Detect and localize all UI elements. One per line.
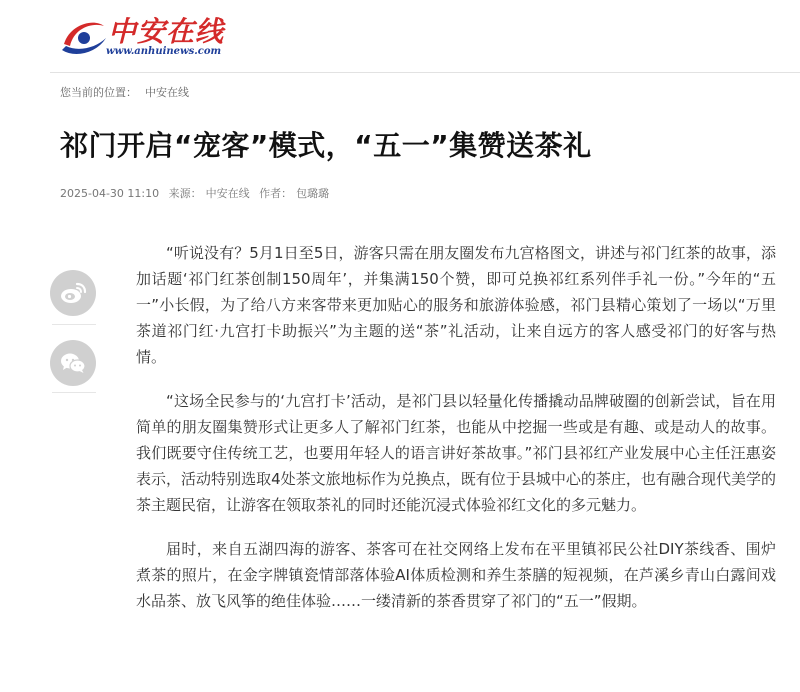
article-paragraph: 届时，来自五湖四海的游客、茶客可在社交网络上发布在平里镇祁民公社DIY茶线香、围炉煮茶的照片，在金字牌镇瓷情部落体验AI体质检测和养生茶膳的短视频，在芦溪乡青山白露间戏水品茶、放飞风筝的绝佳体验……一缕清新的茶香贯穿了祁门的“五一”假期。	[136, 540, 776, 610]
article-paragraph: “听说没有？5月1日至5日，游客只需在朋友圈发布九宫格图文，讲述与祁门红茶的故事，添加话题‘祁门红茶创制150周年’，并集满150个赞，即可兑换祁红系列伴手礼一份。”今年的“五一”小长假，为了给八方来客带来更加贴心的服务和旅游体验感，祁门县精心策划了一场以“万里茶道祁门红·九宫打卡助振兴”为主题的送“茶”礼活动，让来自远方的客人感受祁门的好客与热情。	[136, 244, 776, 366]
article-meta	[60, 185, 335, 201]
site-logo[interactable]	[60, 8, 225, 64]
share-divider	[52, 392, 96, 393]
article-title: 祁门开启“宠客”模式，“五一”集赞送茶礼	[60, 129, 592, 162]
logo-swoosh-icon	[60, 14, 108, 60]
article-datetime: 2025-04-30 11:10	[60, 187, 160, 200]
breadcrumb-link-home[interactable]: 中安在线	[145, 86, 189, 99]
wechat-icon	[59, 351, 87, 375]
article-source: 中安在线	[205, 187, 250, 200]
logo-url: www.anhuinews.com	[106, 46, 222, 57]
breadcrumb	[60, 84, 189, 100]
article-body	[136, 240, 776, 632]
breadcrumb-label: 您当前的位置：	[60, 86, 137, 99]
share-wechat-button[interactable]	[50, 340, 96, 386]
source-label: 来源：	[168, 187, 202, 200]
site-header	[0, 0, 800, 72]
author-label: 作者：	[259, 187, 293, 200]
header-divider	[50, 72, 800, 73]
article-author: 包璐璐	[296, 187, 330, 200]
article-paragraph: “这场全民参与的‘九宫打卡’活动，是祁门县以轻量化传播撬动品牌破圈的创新尝试，旨在用简单的朋友圈集赞形式让更多人了解祁门红茶，也能从中挖掘一些或是有趣、或是动人的故事。我们既要守住传统工艺，也要用年轻人的语言讲好茶故事。”祁门县祁红产业发展中心主任汪惠姿表示，活动特别选取4处茶文旅地标作为兑换点，既有位于县城中心的茶庄，也有融合现代美学的茶主题民宿，让游客在领取茶礼的同时还能沉浸式体验祁红文化的多元魅力。	[136, 392, 776, 514]
share-divider	[52, 324, 96, 325]
share-weibo-button[interactable]	[50, 270, 96, 316]
weibo-icon	[59, 281, 87, 305]
logo-text: 中安在线	[108, 15, 225, 48]
